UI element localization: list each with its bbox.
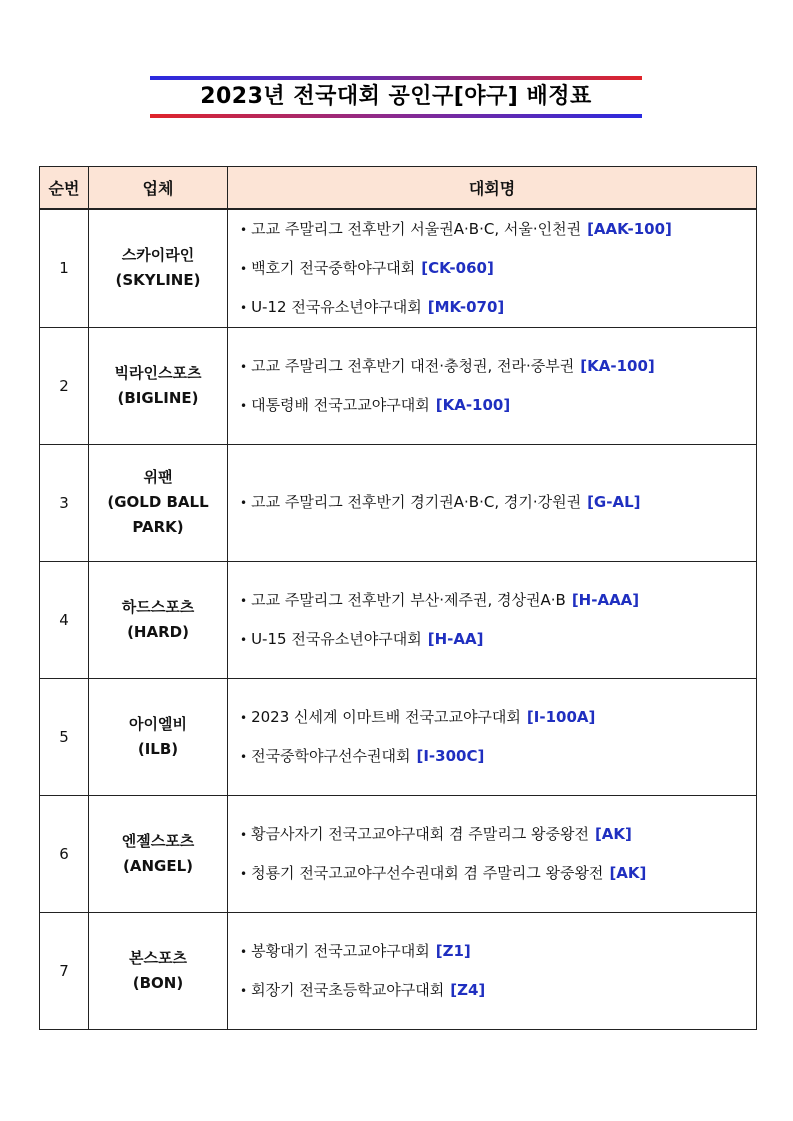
- row-number: 5: [40, 678, 89, 795]
- ball-code: [AK]: [609, 863, 647, 882]
- title-bar-bottom: [150, 114, 642, 118]
- company-cell: [89, 327, 228, 444]
- table-row: [40, 444, 757, 561]
- bullet-icon: •: [240, 944, 248, 959]
- event-item: [240, 386, 756, 425]
- company-english-name: (ANGEL): [123, 856, 193, 875]
- table-row: [40, 795, 757, 912]
- row-number: 7: [40, 912, 89, 1029]
- header-company: 업체: [89, 167, 228, 209]
- event-item: [240, 288, 756, 327]
- event-item: [240, 854, 756, 893]
- row-number: 2: [40, 327, 89, 444]
- event-name: 고교 주말리그 전후반기 대전·충청권, 전라·중부권: [251, 356, 575, 375]
- ball-code: [H-AAA]: [571, 590, 640, 609]
- header-no: 순번: [40, 167, 89, 209]
- events-cell: [228, 561, 757, 678]
- event-name: U-12 전국유소년야구대회: [251, 297, 422, 316]
- ball-code: [AK]: [594, 824, 632, 843]
- company-cell: [89, 561, 228, 678]
- event-item: [240, 932, 756, 971]
- event-name: 고교 주말리그 전후반기 경기권A·B·C, 경기·강원권: [251, 493, 582, 511]
- event-item: [240, 737, 756, 776]
- ball-code: [AAK-100]: [587, 219, 672, 238]
- event-name: 고교 주말리그 전후반기 서울권A·B·C, 서울·인천권: [251, 219, 582, 238]
- company-cell: [89, 444, 228, 561]
- event-name: 봉황대기 전국고교야구대회: [251, 941, 430, 960]
- company-english-name-cont: PARK): [132, 518, 184, 536]
- event-item: [240, 581, 756, 620]
- ball-code: [I-300C]: [416, 746, 485, 765]
- company-cell: [89, 912, 228, 1029]
- bullet-icon: •: [240, 632, 248, 647]
- company-cell: [89, 795, 228, 912]
- company-english-name: (HARD): [127, 622, 189, 641]
- company-name: 빅라인스포츠: [114, 363, 202, 382]
- bullet-icon: •: [240, 398, 248, 413]
- ball-code: [Z4]: [450, 980, 486, 999]
- bullet-icon: •: [240, 749, 248, 764]
- bullet-icon: •: [240, 261, 248, 276]
- bullet-icon: •: [240, 983, 248, 998]
- table-row: [40, 561, 757, 678]
- events-cell: [228, 444, 757, 561]
- events-cell: [228, 209, 757, 328]
- events-cell: [228, 678, 757, 795]
- company-cell: [89, 678, 228, 795]
- title-banner: [150, 76, 642, 118]
- row-number: 3: [40, 444, 89, 561]
- company-name: 아이엘비: [129, 714, 187, 733]
- event-item: [240, 483, 756, 522]
- event-name: 전국중학야구선수권대회: [251, 746, 411, 765]
- company-english-name: (SKYLINE): [115, 271, 201, 289]
- event-item: [240, 971, 756, 1010]
- row-number: 6: [40, 795, 89, 912]
- header-row: [40, 167, 757, 209]
- ball-code: [H-AA]: [427, 629, 484, 648]
- ball-code: [KA-100]: [580, 356, 655, 375]
- company-english-name: (GOLD BALL: [107, 493, 209, 511]
- event-item: [240, 249, 756, 288]
- ball-code: [CK-060]: [421, 258, 494, 277]
- event-item: [240, 698, 756, 737]
- event-name: U-15 전국유소년야구대회: [251, 629, 422, 648]
- table-row: [40, 678, 757, 795]
- event-name: 황금사자기 전국고교야구대회 겸 주말리그 왕중왕전: [251, 824, 589, 843]
- ball-code: [Z1]: [435, 941, 471, 960]
- company-name: 하드스포츠: [121, 597, 195, 616]
- bullet-icon: •: [240, 866, 248, 881]
- company-english-name: (ILB): [137, 739, 179, 758]
- event-item: [240, 620, 756, 659]
- bullet-icon: •: [240, 222, 248, 237]
- events-cell: [228, 327, 757, 444]
- ball-code: [KA-100]: [435, 395, 511, 414]
- page-title: 2023년 전국대회 공인구[야구] 배정표: [200, 84, 592, 109]
- bullet-icon: •: [240, 710, 248, 725]
- event-name: 2023 신세계 이마트배 전국고교야구대회: [251, 707, 521, 726]
- ball-code: [I-100A]: [526, 707, 596, 726]
- company-name: 스카이라인: [121, 246, 195, 264]
- events-cell: [228, 912, 757, 1029]
- row-number: 4: [40, 561, 89, 678]
- event-name: 대통령배 전국고교야구대회: [251, 395, 430, 414]
- bullet-icon: •: [240, 300, 248, 315]
- company-english-name: (BON): [132, 973, 184, 992]
- events-cell: [228, 795, 757, 912]
- event-item: [240, 210, 756, 249]
- company-name: 엔젤스포츠: [121, 831, 195, 850]
- company-english-name: (BIGLINE): [117, 388, 199, 407]
- event-name: 백호기 전국중학야구대회: [251, 258, 416, 277]
- row-number: 1: [40, 209, 89, 328]
- bullet-icon: •: [240, 496, 248, 510]
- company-name: 위팬: [143, 468, 173, 486]
- event-item: [240, 815, 756, 854]
- bullet-icon: •: [240, 827, 248, 842]
- event-name: 회장기 전국초등학교야구대회: [251, 980, 445, 999]
- ball-code: [MK-070]: [427, 297, 505, 316]
- event-item: [240, 347, 756, 386]
- company-name: 본스포츠: [129, 948, 187, 967]
- bullet-icon: •: [240, 593, 248, 608]
- table-row: [40, 327, 757, 444]
- company-cell: [89, 209, 228, 328]
- assignment-table: [39, 166, 757, 1030]
- event-name: 고교 주말리그 전후반기 부산·제주권, 경상권A·B: [251, 590, 566, 609]
- event-name: 청룡기 전국고교야구선수권대회 겸 주말리그 왕중왕전: [251, 863, 604, 882]
- table-row: [40, 912, 757, 1029]
- bullet-icon: •: [240, 359, 248, 374]
- ball-code: [G-AL]: [587, 493, 641, 511]
- header-events: 대회명: [228, 167, 757, 209]
- table-row: [40, 209, 757, 328]
